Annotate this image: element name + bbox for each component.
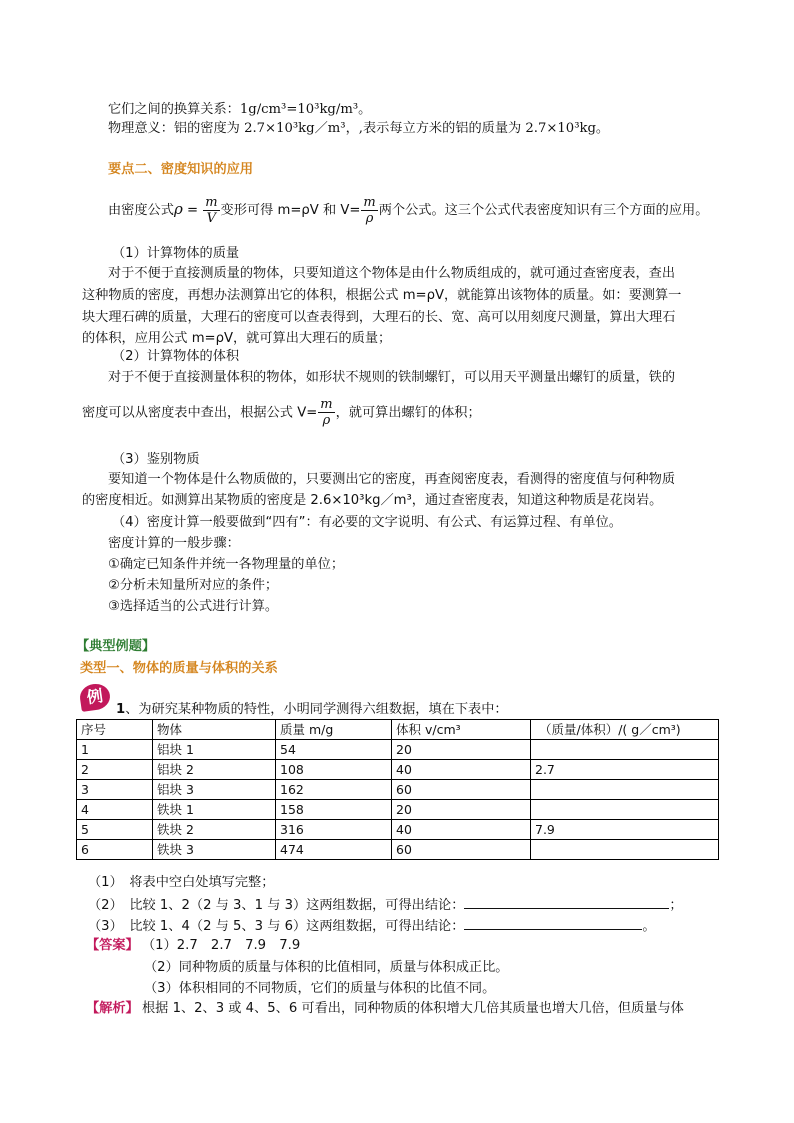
fraction-numerator: m bbox=[320, 397, 333, 412]
table-cell: 108 bbox=[276, 760, 392, 780]
table-cell: 20 bbox=[392, 800, 531, 820]
fraction-numerator: m bbox=[205, 194, 218, 210]
item4-line: （4）密度计算一般要做到“四有”：有必要的文字说明、有公式、有运算过程、有单位。 bbox=[112, 515, 622, 530]
table-header-row bbox=[77, 720, 719, 740]
table-cell: 铁块 1 bbox=[153, 800, 276, 820]
table-cell: 158 bbox=[276, 800, 392, 820]
fraction-denominator: V bbox=[206, 210, 217, 226]
example-badge: 例 bbox=[78, 682, 111, 712]
step-item: ①确定已知条件并统一各物理量的单位； bbox=[108, 557, 345, 572]
question-3 bbox=[88, 915, 656, 937]
table-cell: 316 bbox=[276, 820, 392, 840]
physical-meaning-line: 物理意义：铝的密度为 2.7×10³kg／m³，,表示每立方米的铝的质量为 2.7×10³kg。 bbox=[108, 121, 610, 136]
fraction-m-over-rho bbox=[361, 196, 377, 225]
table-cell: 2.7 bbox=[531, 760, 719, 780]
steps-title: 密度计算的一般步骤： bbox=[108, 536, 240, 551]
formula-pre: 由密度公式 bbox=[108, 203, 174, 218]
answer-line: （3）体积相同的不同物质，它们的质量与体积的比值不同。 bbox=[144, 981, 496, 996]
question-3-end: 。 bbox=[642, 919, 656, 934]
table-cell: 474 bbox=[276, 840, 392, 860]
item3-line: 要知道一个物体是什么物质做的，只要测出它的密度，再查阅密度表，看测得的密度值与何种物质 bbox=[108, 472, 676, 487]
table-cell: 5 bbox=[77, 820, 153, 840]
answer-blank[interactable] bbox=[464, 915, 642, 930]
item3-heading: （3）鉴别物质 bbox=[112, 452, 200, 467]
answer-line: （2）同种物质的质量与体积的比值相同，质量与体积成正比。 bbox=[144, 960, 509, 975]
table-row bbox=[77, 840, 719, 860]
step-item: ③选择适当的公式进行计算。 bbox=[108, 599, 279, 614]
item2-line2-post: ，就可算出螺钉的体积； bbox=[335, 405, 481, 421]
item1-line: 对于不便于直接测质量的物体，只要知道这个物体是由什么物质组成的，就可通过查密度表，查出 bbox=[108, 266, 676, 281]
equals-sign: = bbox=[182, 203, 203, 218]
table-cell: 162 bbox=[276, 780, 392, 800]
table-cell: 40 bbox=[392, 820, 531, 840]
table-row bbox=[77, 740, 719, 760]
question-2-text: （2） 比较 1、2（2 与 3、1 与 3）这两组数据，可得出结论： bbox=[88, 898, 465, 913]
fraction-denominator: ρ bbox=[365, 210, 374, 226]
fraction-m-over-rho bbox=[318, 398, 334, 427]
question-number: 1 bbox=[116, 702, 126, 717]
section-title: 要点二、密度知识的应用 bbox=[108, 162, 254, 177]
table-cell: 60 bbox=[392, 780, 531, 800]
table-header-cell: 质量 m/g bbox=[276, 720, 392, 740]
table-cell: 铝块 2 bbox=[153, 760, 276, 780]
item1-line: 的体积，应用公式 m=ρV，就可算出大理石的质量； bbox=[82, 331, 392, 346]
table-row bbox=[77, 780, 719, 800]
fraction-m-over-v bbox=[203, 196, 219, 225]
table-cell bbox=[531, 740, 719, 760]
item2-heading: （2）计算物体的体积 bbox=[112, 349, 240, 364]
item1-heading: （1）计算物体的质量 bbox=[112, 246, 240, 261]
answer-blank[interactable] bbox=[464, 894, 669, 909]
table-cell: 3 bbox=[77, 780, 153, 800]
analysis-label: 【解析】 bbox=[86, 1001, 139, 1016]
table-cell: 6 bbox=[77, 840, 153, 860]
table-cell: 铁块 3 bbox=[153, 840, 276, 860]
fraction-numerator: m bbox=[363, 194, 376, 210]
item1-line: 块大理石碑的质量，大理石的密度可以查表得到，大理石的长、宽、高可以用刻度尺测量，算出大理石 bbox=[82, 310, 676, 325]
answer-line: （1）2.7 2.7 7.9 7.9 bbox=[142, 938, 301, 953]
table-cell: 7.9 bbox=[531, 820, 719, 840]
analysis-text: 根据 1、2、3 或 4、5、6 可看出，同种物质的体积增大几倍其质量也增大几倍，但质量与体 bbox=[142, 1001, 684, 1016]
step-item: ②分析未知量所对应的条件； bbox=[108, 578, 279, 593]
table-cell: 20 bbox=[392, 740, 531, 760]
table-header-cell: 序号 bbox=[77, 720, 153, 740]
conversion-line: 它们之间的换算关系：1g/cm³=10³kg/m³。 bbox=[108, 102, 372, 117]
table-cell: 60 bbox=[392, 840, 531, 860]
table-row bbox=[77, 800, 719, 820]
question-2-end: ； bbox=[669, 898, 683, 913]
question-2 bbox=[88, 894, 683, 916]
table-cell: 铁块 2 bbox=[153, 820, 276, 840]
item2-formula-line bbox=[82, 398, 481, 429]
table-cell bbox=[531, 780, 719, 800]
table-header-cell: 体积 v/cm³ bbox=[392, 720, 531, 740]
table-cell: 2 bbox=[77, 760, 153, 780]
table-row bbox=[77, 820, 719, 840]
question-3-text: （3） 比较 1、4（2 与 5、3 与 6）这两组数据，可得出结论： bbox=[88, 919, 465, 934]
item1-line: 这种物质的密度，再想办法测算出它的体积，根据公式 m=ρV，就能算出该物体的质量。如：要测算一 bbox=[82, 288, 682, 303]
table-cell: 铝块 3 bbox=[153, 780, 276, 800]
formula-mid: 变形可得 m=ρV 和 V= bbox=[220, 203, 361, 218]
table-cell: 铝块 1 bbox=[153, 740, 276, 760]
table-cell bbox=[531, 840, 719, 860]
item3-line: 的密度相近。如测算出某物质的密度是 2.6×10³kg／m³，通过查密度表，知道这种物质是花岗岩。 bbox=[82, 493, 663, 508]
table-cell bbox=[531, 800, 719, 820]
answer-label: 【答案】 bbox=[86, 938, 139, 953]
formula-post: 两个公式。这三个公式代表密度知识有三个方面的应用。 bbox=[378, 203, 709, 218]
item2-line2-pre: 密度可以从密度表中查出，根据公式 V= bbox=[82, 405, 318, 421]
table-header-cell: 物体 bbox=[153, 720, 276, 740]
formula-line bbox=[108, 194, 708, 226]
table-cell: 1 bbox=[77, 740, 153, 760]
examples-header: 【典型例题】 bbox=[76, 639, 156, 654]
question-text: 、为研究某种物质的特性，小明同学测得六组数据，填在下表中： bbox=[125, 702, 508, 717]
table-header-cell: （质量/体积）/( g／cm³) bbox=[531, 720, 719, 740]
table-cell: 40 bbox=[392, 760, 531, 780]
type-title: 类型一、物体的质量与体积的关系 bbox=[80, 661, 278, 676]
rho-symbol: ρ bbox=[173, 200, 183, 218]
table-cell: 54 bbox=[276, 740, 392, 760]
question-1: （1） 将表中空白处填写完整； bbox=[88, 875, 275, 890]
fraction-denominator: ρ bbox=[322, 413, 331, 428]
table-cell: 4 bbox=[77, 800, 153, 820]
item2-line: 对于不便于直接测量体积的物体，如形状不规则的铁制螺钉，可以用天平测量出螺钉的质量，铁的 bbox=[108, 370, 676, 385]
table-row bbox=[77, 760, 719, 780]
data-table bbox=[76, 719, 719, 860]
question-line bbox=[116, 700, 508, 720]
